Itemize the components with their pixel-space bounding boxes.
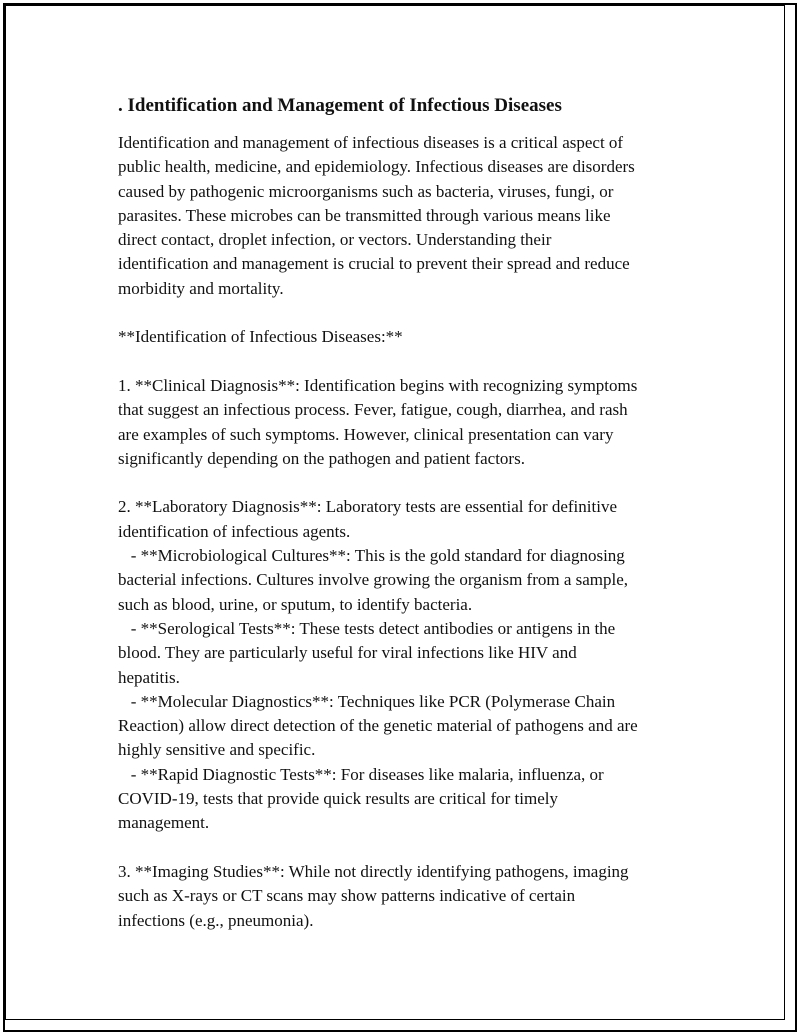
paragraph-container	[118, 131, 698, 933]
text-line: significantly depending on the pathogen and patient factors.	[118, 448, 525, 468]
text-line: hepatitis.	[118, 667, 180, 687]
text-line: bacterial infections. Cultures involve growing the organism from a sample,	[118, 570, 629, 590]
text-line: - **Microbiological Cultures**: This is the gold standard for diagnosing	[118, 546, 625, 566]
text-line: Identification and management of infectious diseases is a critical aspect of	[118, 133, 624, 152]
text-line: blood. They are particularly useful for viral infections like HIV and	[118, 643, 577, 663]
text-line: Reaction) allow direct detection of the genetic material of pathogens and are	[118, 716, 638, 736]
paragraph	[118, 374, 698, 471]
paragraph	[118, 495, 698, 835]
text-line: identification and management is crucial to prevent their spread and reduce	[118, 254, 630, 274]
document-body	[118, 93, 698, 957]
text-line: morbidity and mortality.	[118, 278, 284, 298]
text-line: **Identification of Infectious Diseases:**	[118, 327, 403, 347]
text-line: 1. **Clinical Diagnosis**: Identification begins with recognizing symptoms	[118, 375, 638, 395]
text-line: such as X-rays or CT scans may show patterns indicative of certain	[118, 886, 576, 906]
paragraph	[118, 131, 698, 301]
text-line: management.	[118, 813, 210, 833]
text-line: - **Rapid Diagnostic Tests**: For diseases like malaria, influenza, or	[118, 764, 604, 784]
text-line: - **Molecular Diagnostics**: Techniques like PCR (Polymerase Chain	[118, 691, 616, 711]
text-line: are examples of such symptoms. However, clinical presentation can vary	[118, 424, 614, 444]
text-line: such as blood, urine, or sputum, to identify bacteria.	[118, 594, 473, 614]
text-line: identification of infectious agents.	[118, 521, 351, 541]
text-line: - **Serological Tests**: These tests detect antibodies or antigens in the	[118, 618, 616, 638]
paragraph	[118, 860, 698, 933]
paragraph	[118, 325, 698, 349]
text-line: 3. **Imaging Studies**: While not directly identifying pathogens, imaging	[118, 861, 629, 881]
text-line: COVID-19, tests that provide quick results are critical for timely	[118, 789, 558, 809]
text-line: parasites. These microbes can be transmitted through various means like	[118, 205, 611, 225]
text-line: direct contact, droplet infection, or vectors. Understanding their	[118, 230, 552, 250]
text-line: that suggest an infectious process. Fever, fatigue, cough, diarrhea, and rash	[118, 400, 628, 420]
document-title: . Identification and Management of Infectious Diseases	[118, 95, 562, 116]
text-line: 2. **Laboratory Diagnosis**: Laboratory tests are essential for definitive	[118, 497, 617, 517]
text-line: infections (e.g., pneumonia).	[118, 910, 314, 930]
text-line: public health, medicine, and epidemiology. Infectious diseases are disorders	[118, 157, 635, 177]
text-line: caused by pathogenic microorganisms such as bacteria, viruses, fungi, or	[118, 181, 614, 201]
text-line: highly sensitive and specific.	[118, 740, 316, 760]
